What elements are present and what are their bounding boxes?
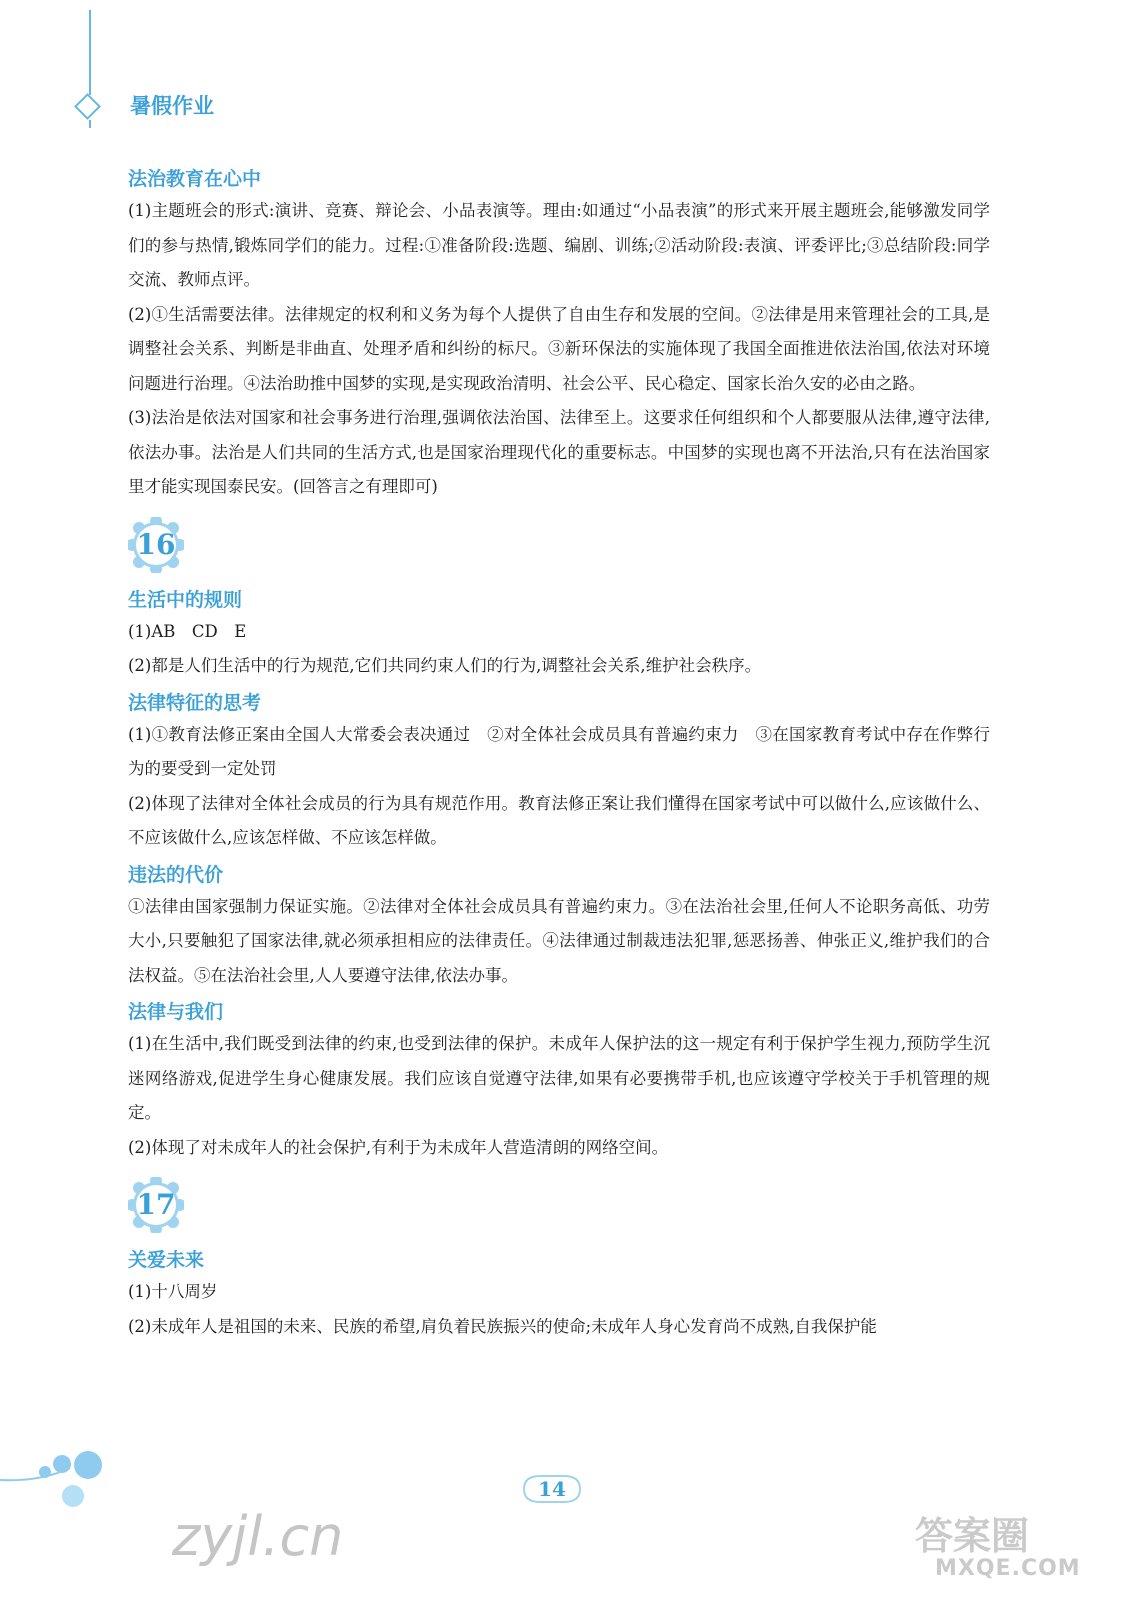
paragraph: ①法律由国家强制力保证实施。②法律对全体社会成员具有普遍约束力。③在法治社会里,任何人不论职务高低、功劳大小,只要触犯了国家法律,就必须承担相应的法律责任。④法律通过制裁违法犯罪,惩恶扬善、伸张正义,维护我们的合法权益。⑤在法治社会里,人人要遵守法律,依法办事。 (128, 896, 990, 985)
section-title: 关爱未来 (128, 1249, 205, 1271)
paragraph: (1)①教育法修正案由全国人大常委会表决通过 ②对全体社会成员具有普遍约束力 ③在国家教育考试中存在作弊行为的要受到一定处罚 (128, 724, 990, 778)
section (128, 1245, 990, 1344)
bubbles-decoration-icon (0, 1450, 120, 1540)
paragraph: (2)体现了对未成年人的社会保护,有利于为未成年人营造清朗的网络空间。 (128, 1137, 669, 1157)
header-decor-line-lower (89, 120, 91, 128)
section (128, 688, 990, 856)
page-number-badge (520, 1472, 584, 1506)
watermark-right-bottom: MXQE.COM (935, 1556, 1081, 1581)
watermark-left: zyjl.cn (172, 1505, 344, 1568)
watermark-right-top: 答案圈 (915, 1514, 1030, 1558)
paragraph: (2)未成年人是祖国的未来、民族的希望,肩负着民族振兴的使命;未成年人身心发育尚不成熟,自我保护能 (128, 1316, 877, 1336)
paragraph: (2)①生活需要法律。法律规定的权利和义务为每个人提供了自由生存和发展的空间。②法律是用来管理社会的工具,是调整社会关系、判断是非曲直、处理矛盾和纠纷的标尺。③新环保法的实施体现了我国全面推进依法治国,依法对环境问题进行治理。④法治助推中国梦的实现,是实现政治清明、社会公平、民心稳定、国家长治久安的必由之路。 (128, 304, 990, 393)
lesson-number: 16 (136, 527, 176, 561)
page-number: 14 (538, 1477, 566, 1501)
section (128, 585, 990, 684)
lesson-badge (128, 1171, 990, 1241)
section (128, 997, 990, 1165)
section (128, 164, 990, 505)
paragraph: (3)法治是依法对国家和社会事务进行治理,强调依法治国、法律至上。这要求任何组织和个人都要服从法律,遵守法律,依法办事。法治是人们共同的生活方式,也是国家治理现代化的重要标志。中国梦的实现也离不开法治,只有在法治国家里才能实现国泰民安。(回答言之有理即可) (128, 408, 990, 496)
paragraph: (1)主题班会的形式:演讲、竞赛、辩论会、小品表演等。理由:如通过“小品表演”的形式来开展主题班会,能够激发同学们的参与热情,锻炼同学们的能力。过程:①准备阶段:选题、编剧、训练;②活动阶段:表演、评委评比;③总结阶段:同学交流、教师点评。 (128, 201, 990, 289)
section (128, 860, 990, 994)
section-title: 违法的代价 (128, 863, 224, 886)
paragraph: (1)AB CD E (128, 621, 247, 641)
section-title: 法律特征的思考 (128, 691, 262, 714)
paragraph: (2)体现了法律对全体社会成员的行为具有规范作用。教育法修正案让我们懂得在国家考试中可以做什么,应该做什么、不应该做什么,应该怎样做、不应该怎样做。 (128, 793, 990, 847)
section-title: 生活中的规则 (128, 588, 243, 611)
page-header-title: 暑假作业 (130, 94, 214, 118)
diamond-icon (74, 93, 101, 120)
lesson-number: 17 (136, 1188, 176, 1221)
section-title: 法治教育在心中 (128, 168, 262, 190)
paragraph: (1)十八周岁 (128, 1282, 218, 1301)
page-content (128, 160, 990, 1344)
paragraph: (2)都是人们生活中的行为规范,它们共同约束人们的行为,调整社会关系,维护社会秩序。 (128, 656, 762, 675)
section-title: 法律与我们 (128, 1001, 224, 1023)
paragraph: (1)在生活中,我们既受到法律的约束,也受到法律的保护。未成年人保护法的这一规定有利于保护学生视力,预防学生沉迷网络游戏,促进学生身心健康发展。我们应该自觉遵守法律,如果有必要携带手机,也应该遵守学校关于手机管理的规定。 (128, 1034, 990, 1122)
header-decor-line (89, 10, 91, 95)
lesson-badge (128, 511, 990, 581)
